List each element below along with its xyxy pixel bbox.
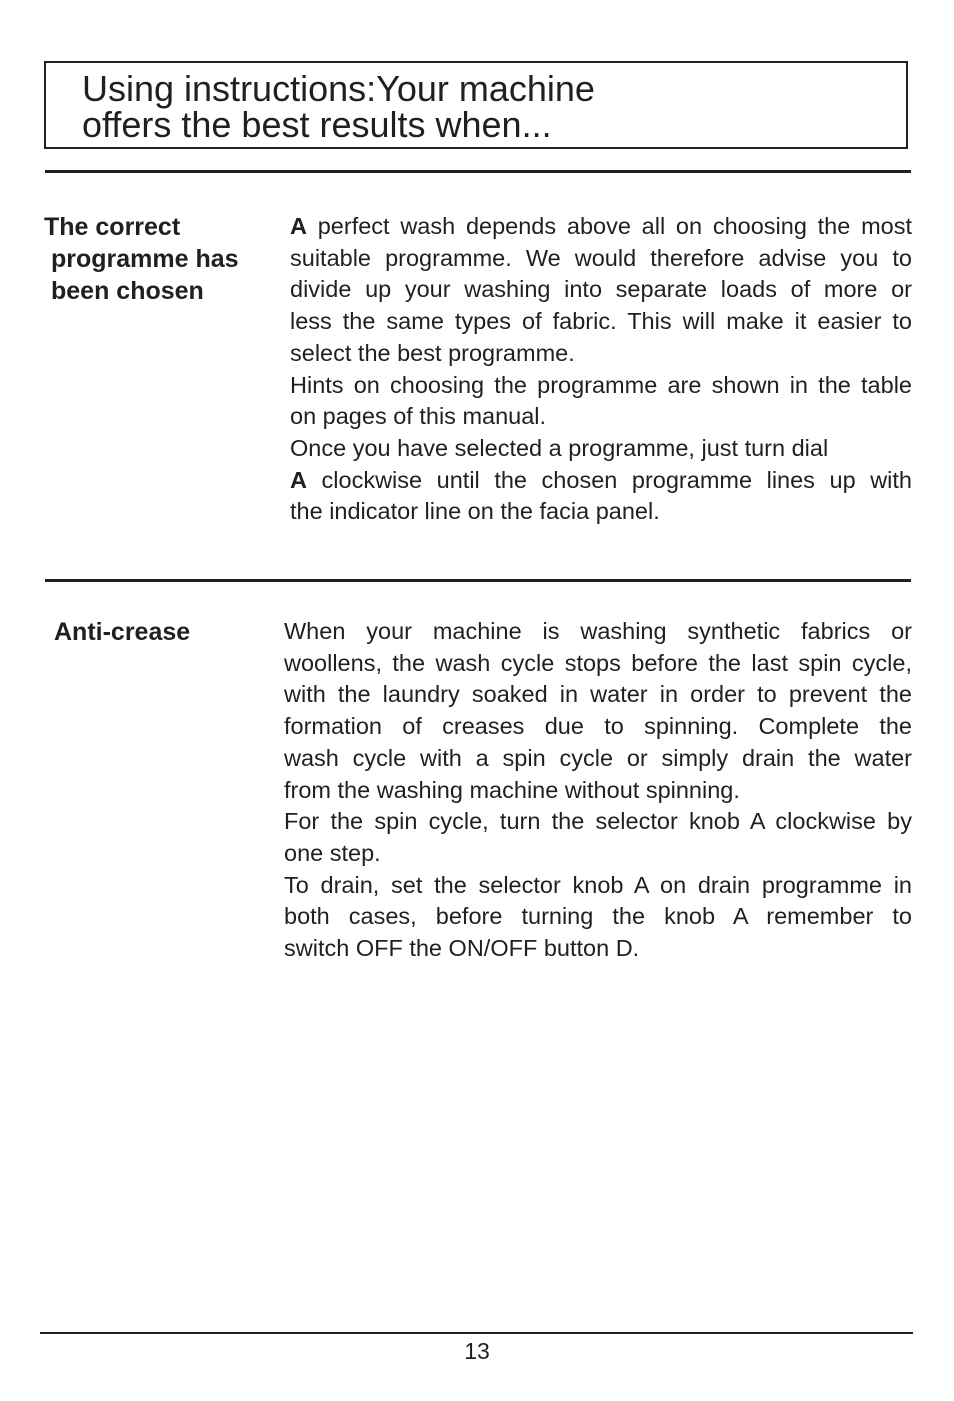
section-heading-line: programme has bbox=[51, 245, 239, 273]
page-title-line-1: Using instructions:Your machine bbox=[82, 68, 595, 109]
body-line: from the washing machine without spinning. bbox=[284, 776, 740, 803]
page-number: 13 bbox=[464, 1338, 490, 1364]
body-line: formation of creases due to spinning. Complete the bbox=[284, 713, 912, 740]
footer-divider bbox=[40, 1332, 913, 1334]
body-line: divide up your washing into separate loads of more or bbox=[290, 276, 912, 303]
section-heading-line: been chosen bbox=[51, 277, 204, 305]
body-line: with the laundry soaked in water in order to prevent the bbox=[284, 681, 912, 708]
body-line: To drain, set the selector knob A on drain programme in bbox=[284, 871, 912, 898]
body-line: wash cycle with a spin cycle or simply drain the water bbox=[284, 744, 912, 771]
section-body-correct-programme bbox=[290, 211, 912, 528]
section-heading-line: Anti-crease bbox=[54, 618, 191, 646]
body-line: suitable programme. We would therefore advise you to bbox=[290, 244, 912, 271]
body-line: less the same types of fabric. This will make it easier to bbox=[290, 308, 912, 335]
body-line: both cases, before turning the knob A remember to bbox=[284, 903, 912, 930]
section-heading-anti-crease bbox=[54, 616, 190, 648]
section-divider-top bbox=[45, 170, 911, 173]
body-line: one step. bbox=[284, 839, 381, 866]
body-line: For the spin cycle, turn the selector knob A clockwise by bbox=[284, 808, 912, 835]
section-heading-line: The correct bbox=[44, 213, 181, 241]
page-title-box bbox=[44, 61, 908, 149]
body-line: switch OFF the ON/OFF button D. bbox=[284, 935, 640, 962]
body-line: When your machine is washing synthetic fabrics or bbox=[284, 618, 912, 644]
body-line: Hints on choosing the programme are shown in the table bbox=[290, 371, 912, 398]
body-line: A clockwise until the chosen programme lines up with bbox=[290, 466, 912, 493]
section-heading-correct-programme bbox=[44, 211, 239, 307]
body-line: Once you have selected a programme, just turn dial bbox=[290, 434, 829, 461]
section-divider-middle bbox=[45, 579, 911, 582]
section-body-anti-crease bbox=[284, 616, 912, 965]
body-line: A perfect wash depends above all on choosing the most bbox=[290, 213, 912, 239]
body-line: woollens, the wash cycle stops before the last spin cycle, bbox=[284, 649, 912, 676]
page-title-line-2: offers the best results when... bbox=[82, 104, 552, 145]
body-line: on pages of this manual. bbox=[290, 403, 547, 430]
body-line: the indicator line on the facia panel. bbox=[290, 498, 660, 525]
body-line: select the best programme. bbox=[290, 339, 575, 366]
